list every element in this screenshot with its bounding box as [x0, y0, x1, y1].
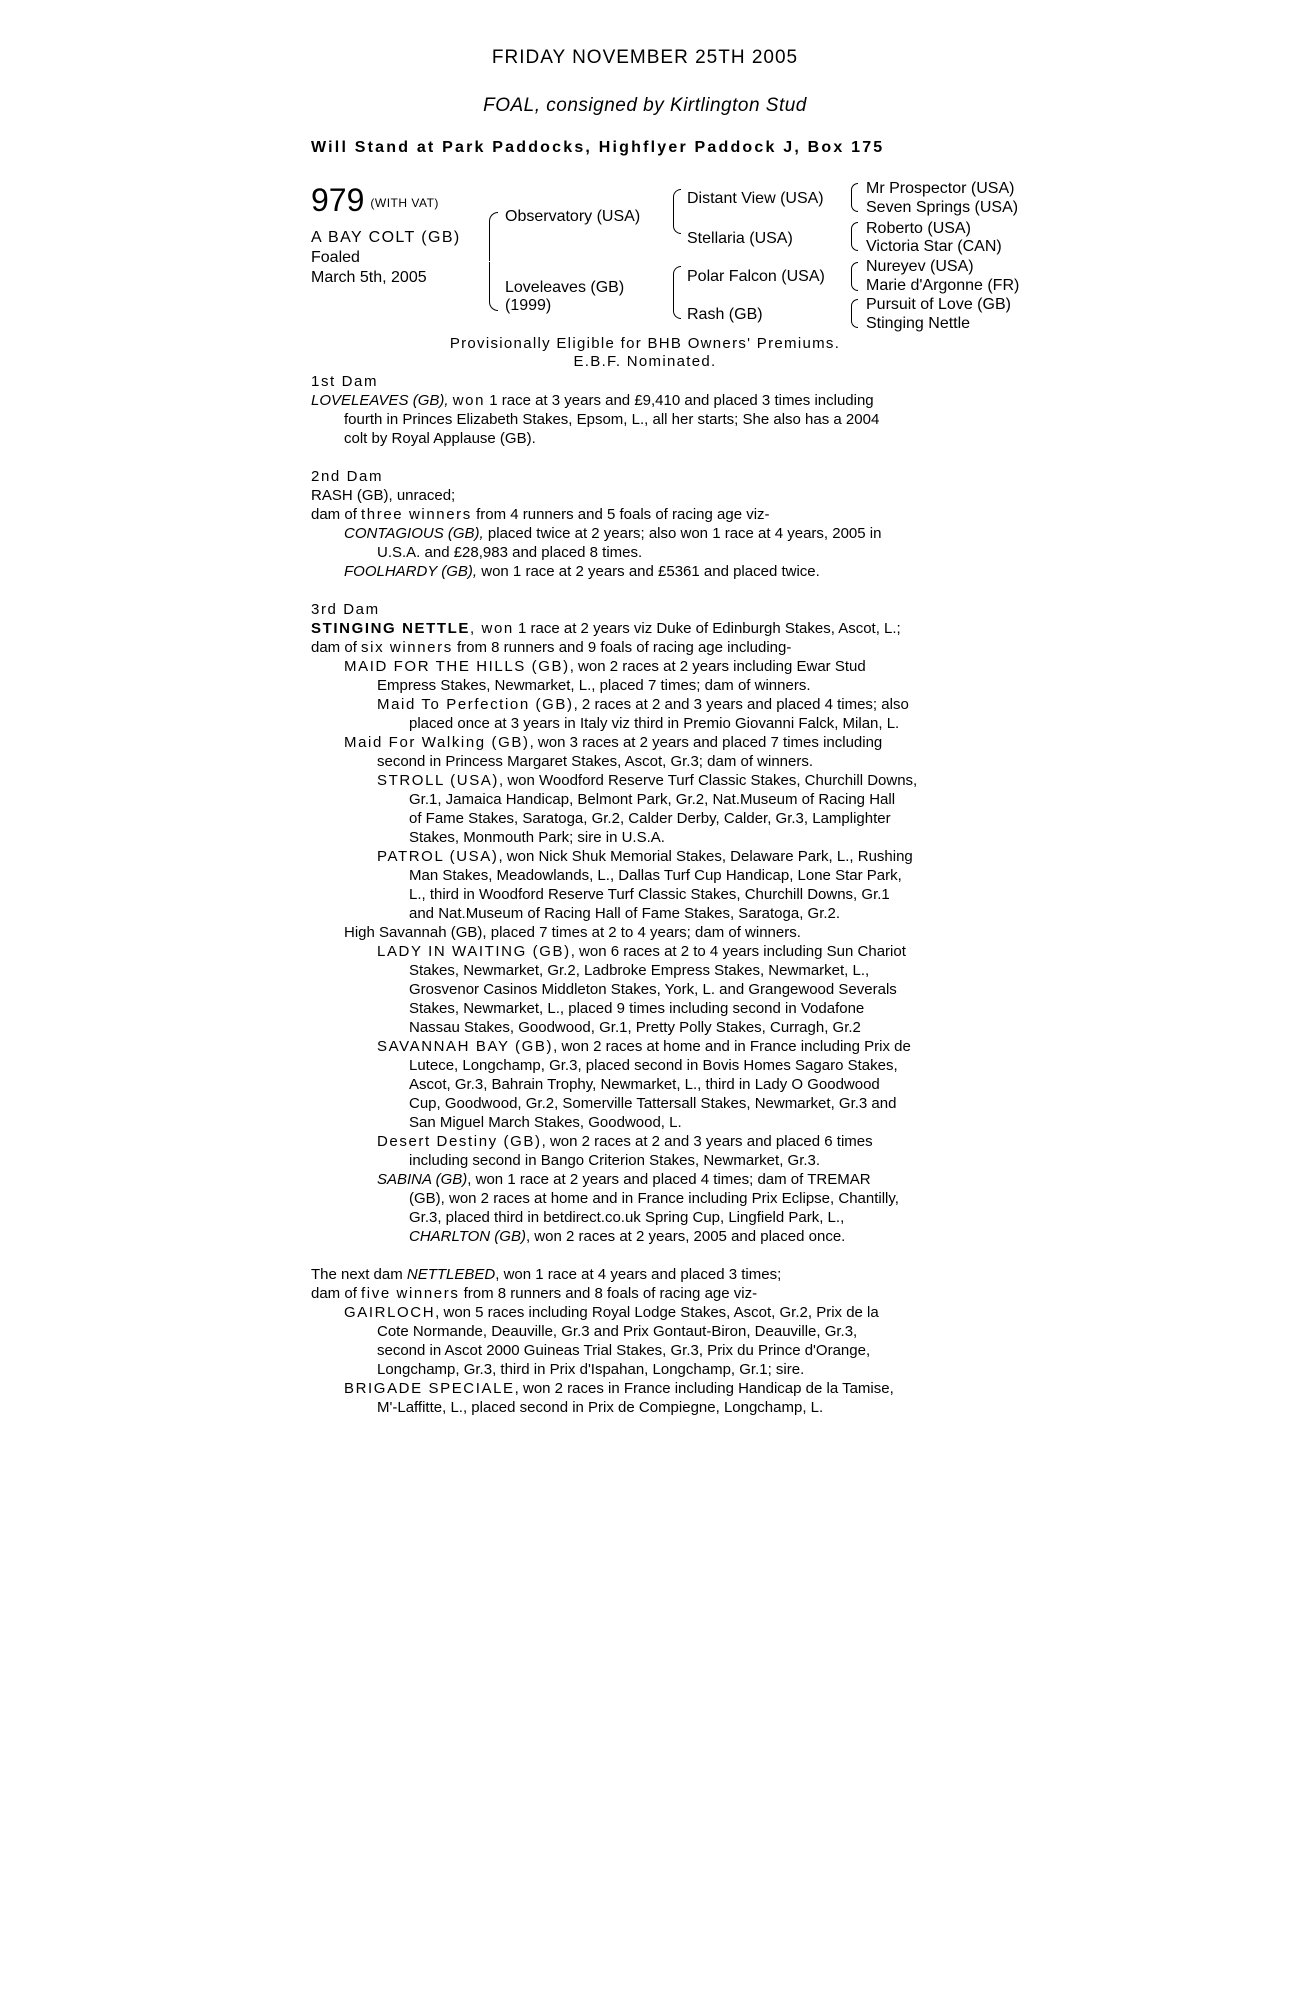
- g-brace-2a: [851, 222, 858, 237]
- pedigree-g4: Victoria Star (CAN): [866, 238, 1002, 255]
- first-dam-line-3: colt by Royal Applause (GB).: [344, 430, 536, 447]
- third-dam-line: Gr.3, placed third in betdirect.co.uk Spring Cup, Lingfield Park, L.,: [409, 1209, 845, 1226]
- first-dam-line-1: LOVELEAVES (GB), won 1 race at 3 years and £9,410 and placed 3 times including: [311, 392, 874, 409]
- sire-line-brace-bottom: [673, 211, 681, 234]
- third-dam-line: CHARLTON (GB), won 2 races at 2 years, 2005 and placed once.: [409, 1228, 846, 1245]
- g-brace-3a: [851, 262, 858, 277]
- pedigree-dam-dam: Rash (GB): [687, 306, 763, 323]
- pedigree-g6: Marie d'Argonne (FR): [866, 277, 1020, 294]
- second-dam-line-3: CONTAGIOUS (GB), placed twice at 2 years; also won 1 race at 4 years, 2005 in: [344, 525, 882, 542]
- pedigree-g2: Seven Springs (USA): [866, 199, 1019, 216]
- g-brace-4b: [851, 313, 858, 328]
- pedigree-sire-sire: Distant View (USA): [687, 190, 824, 207]
- pedigree-dam-year: (1999): [505, 297, 552, 314]
- dam-line-brace-bottom: [673, 292, 681, 319]
- pedigree-g8: Stinging Nettle: [866, 315, 971, 332]
- pedigree-sire: Observatory (USA): [505, 208, 641, 225]
- next-dam-lines: [311, 1265, 1001, 1417]
- next-dam-line: second in Ascot 2000 Guineas Trial Stakes, Gr.3, Prix du Prince d'Orange,: [377, 1342, 871, 1359]
- first-dam-line-2: fourth in Princes Elizabeth Stakes, Epsom, L., all her starts; She also has a 2004: [344, 411, 880, 428]
- first-dam-heading: 1st Dam: [311, 373, 379, 390]
- third-dam-line: and Nat.Museum of Racing Hall of Fame Stakes, Saratoga, Gr.2.: [409, 905, 841, 922]
- third-dam-lines: [311, 619, 1001, 1246]
- third-dam-line: Nassau Stakes, Goodwood, Gr.1, Pretty Polly Stakes, Curragh, Gr.2: [409, 1019, 861, 1036]
- second-dam-line-4: U.S.A. and £28,983 and placed 8 times.: [377, 544, 643, 561]
- third-dam-line: second in Princess Margaret Stakes, Ascot, Gr.3; dam of winners.: [377, 753, 814, 770]
- third-dam-line: Gr.1, Jamaica Handicap, Belmont Park, Gr.2, Nat.Museum of Racing Hall: [409, 791, 896, 808]
- g-brace-3b: [851, 276, 858, 291]
- third-dam-line: Ascot, Gr.3, Bahrain Trophy, Newmarket, L., third in Lady O Goodwood: [409, 1076, 880, 1093]
- lot-number-value: 979: [311, 182, 365, 218]
- second-dam-line-2: dam of three winners from 4 runners and 5 foals of racing age viz-: [311, 506, 770, 523]
- third-dam-line: Stakes, Monmouth Park; sire in U.S.A.: [409, 829, 665, 846]
- third-dam-line: Cup, Goodwood, Gr.2, Somerville Tattersall Stakes, Newmarket, Gr.3 and: [409, 1095, 897, 1112]
- g-brace-4a: [851, 299, 858, 314]
- third-dam-line: including second in Bango Criterion Stakes, Newmarket, Gr.3.: [409, 1152, 821, 1169]
- next-dam-line: Longchamp, Gr.3, third in Prix d'Ispahan, Longchamp, Gr.1; sire.: [377, 1361, 805, 1378]
- sire-brace: [489, 212, 498, 261]
- foaled-label: Foaled: [311, 249, 360, 266]
- third-dam-line: Stakes, Newmarket, L., placed 9 times including second in Vodafone: [409, 1000, 865, 1017]
- pedigree-dam: Loveleaves (GB): [505, 279, 625, 296]
- third-dam-line: Grosvenor Casinos Middleton Stakes, York, L. and Grangewood Severals: [409, 981, 897, 998]
- dam-brace: [489, 262, 498, 311]
- next-dam-line: BRIGADE SPECIALE, won 2 races in France including Handicap de la Tamise,: [344, 1380, 894, 1397]
- next-dam-line: The next dam NETTLEBED, won 1 race at 4 years and placed 3 times;: [311, 1266, 782, 1283]
- third-dam-line: Empress Stakes, Newmarket, L., placed 7 times; dam of winners.: [377, 677, 811, 694]
- stand-location: Will Stand at Park Paddocks, Highflyer Paddock J, Box 175: [311, 139, 885, 156]
- eligibility-premiums: Provisionally Eligible for BHB Owners' Premiums.: [449, 335, 841, 352]
- pedigree-sire-dam: Stellaria (USA): [687, 230, 793, 247]
- vat-note: (WITH VAT): [370, 196, 439, 210]
- second-dam-line-1: RASH (GB), unraced;: [311, 487, 456, 504]
- g-brace-2b: [851, 236, 858, 251]
- third-dam-line: STINGING NETTLE, won 1 race at 2 years viz Duke of Edinburgh Stakes, Ascot, L.;: [311, 620, 901, 637]
- third-dam-line: SABINA (GB), won 1 race at 2 years and placed 4 times; dam of TREMAR: [377, 1171, 871, 1188]
- third-dam-line: Desert Destiny (GB), won 2 races at 2 and 3 years and placed 6 times: [377, 1133, 873, 1150]
- next-dam-line: GAIRLOCH, won 5 races including Royal Lodge Stakes, Ascot, Gr.2, Prix de la: [344, 1304, 879, 1321]
- g-brace-1b: [851, 197, 858, 212]
- third-dam-line: San Miguel March Stakes, Goodwood, L.: [409, 1114, 682, 1131]
- third-dam-line: Maid To Perfection (GB), 2 races at 2 and 3 years and placed 4 times; also: [377, 696, 909, 713]
- pedigree-g7: Pursuit of Love (GB): [866, 296, 1011, 313]
- third-dam-line: High Savannah (GB), placed 7 times at 2 to 4 years; dam of winners.: [344, 924, 801, 941]
- consignor-line: FOAL, consigned by Kirtlington Stud: [483, 95, 807, 116]
- pedigree-g3: Roberto (USA): [866, 220, 971, 237]
- third-dam-line: L., third in Woodford Reserve Turf Classic Stakes, Churchill Downs, Gr.1: [409, 886, 890, 903]
- third-dam-line: placed once at 3 years in Italy viz third in Premio Giovanni Falck, Milan, L.: [409, 715, 900, 732]
- third-dam-line: STROLL (USA), won Woodford Reserve Turf Classic Stakes, Churchill Downs,: [377, 772, 918, 789]
- third-dam-line: of Fame Stakes, Saratoga, Gr.2, Calder Derby, Calder, Gr.3, Lamplighter: [409, 810, 891, 827]
- third-dam-line: Stakes, Newmarket, Gr.2, Ladbroke Empress Stakes, Newmarket, L.,: [409, 962, 870, 979]
- pedigree-g5: Nureyev (USA): [866, 258, 974, 275]
- horse-name: A BAY COLT (GB): [311, 229, 461, 246]
- sale-date: FRIDAY NOVEMBER 25TH 2005: [491, 47, 799, 68]
- g-brace-1a: [851, 183, 858, 198]
- third-dam-line: Lutece, Longchamp, Gr.3, placed second in Bovis Homes Sagaro Stakes,: [409, 1057, 898, 1074]
- next-dam-line: M'-Laffitte, L., placed second in Prix de Compiegne, Longchamp, L.: [377, 1399, 824, 1416]
- third-dam-line: PATROL (USA), won Nick Shuk Memorial Stakes, Delaware Park, L., Rushing: [377, 848, 913, 865]
- lot-number: [311, 182, 439, 221]
- pedigree-g1: Mr Prospector (USA): [866, 180, 1015, 197]
- third-dam-heading: 3rd Dam: [311, 601, 380, 618]
- horse-description: [311, 228, 461, 288]
- second-dam-line-5: FOOLHARDY (GB), won 1 race at 2 years and £5361 and placed twice.: [344, 563, 820, 580]
- third-dam-line: dam of six winners from 8 runners and 9 foals of racing age including-: [311, 639, 792, 656]
- next-dam-line: Cote Normande, Deauville, Gr.3 and Prix Gontaut-Biron, Deauville, Gr.3,: [377, 1323, 858, 1340]
- third-dam-line: Maid For Walking (GB), won 3 races at 2 years and placed 7 times including: [344, 734, 883, 751]
- sire-line-brace-top: [673, 189, 681, 212]
- third-dam-line: MAID FOR THE HILLS (GB), won 2 races at 2 years including Ewar Stud: [344, 658, 866, 675]
- foaled-date: March 5th, 2005: [311, 269, 427, 286]
- eligibility-ebf: E.B.F. Nominated.: [573, 353, 717, 370]
- third-dam-line: LADY IN WAITING (GB), won 6 races at 2 to 4 years including Sun Chariot: [377, 943, 906, 960]
- third-dam-line: (GB), won 2 races at home and in France including Prix Eclipse, Chantilly,: [409, 1190, 899, 1207]
- pedigree-notes: [311, 372, 1001, 1417]
- third-dam-line: Man Stakes, Meadowlands, L., Dallas Turf Cup Handicap, Lone Star Park,: [409, 867, 902, 884]
- third-dam-line: SAVANNAH BAY (GB), won 2 races at home and in France including Prix de: [377, 1038, 911, 1055]
- dam-line-brace-top: [673, 266, 681, 293]
- second-dam-heading: 2nd Dam: [311, 468, 384, 485]
- next-dam-line: dam of five winners from 8 runners and 8 foals of racing age viz-: [311, 1285, 758, 1302]
- pedigree-dam-sire: Polar Falcon (USA): [687, 268, 825, 285]
